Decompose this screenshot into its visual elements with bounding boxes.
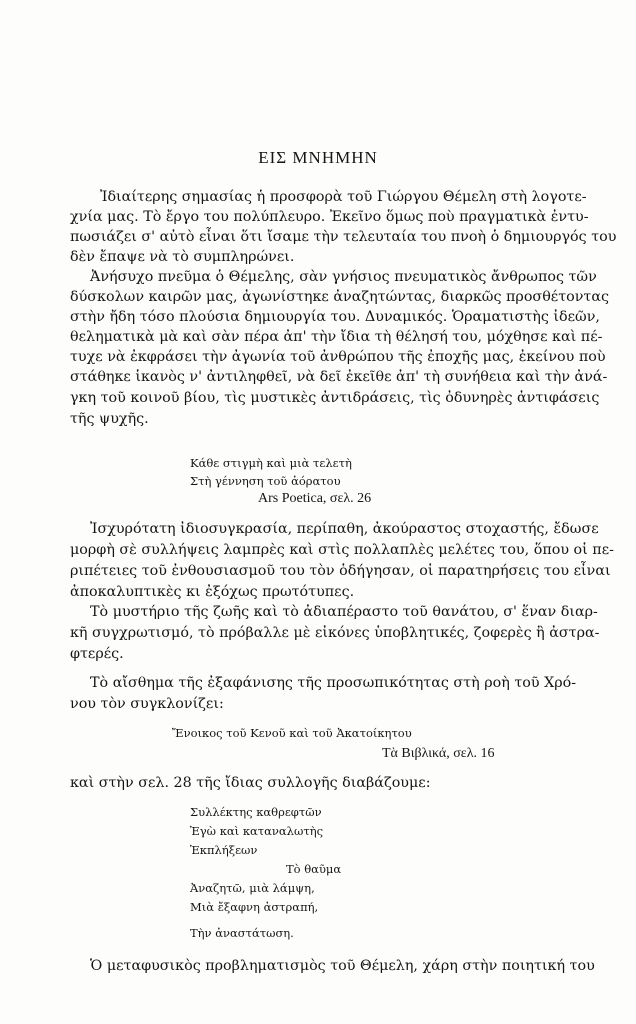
quote-1-line: Στὴ γέννηση τοῦ ἀόρατου [190, 474, 341, 488]
paragraph-5-line: Τὸ αἴσθημα τῆς ἐξαφάνισης τῆς προσωπικότητας στὴ ροὴ τοῦ Χρό- [90, 675, 577, 691]
paragraph-1-line: πωσιάζει σ' αὐτὸ εἶναι ὅτι ἴσαμε τὴν τελευταία του πνοὴ ὁ δημιουργός του [70, 229, 617, 245]
page-title: ΕΙΣ ΜΝΗΜΗΝ [258, 148, 378, 167]
poem-line: Ἐκπλήξεων [190, 843, 258, 857]
poem-line: Ἀναζητῶ, μιὰ λάμψη, [190, 881, 315, 895]
paragraph-2-line: στάθηκε ἱκανὸς ν' ἀντιληφθεῖ, νὰ δεῖ ἐκεῖθε ἀπ' τὴ συνήθεια καὶ τὴν ἀνά- [70, 369, 608, 385]
paragraph-7: Ὁ μεταφυσικὸς προβληματισμὸς τοῦ Θέμελη, χάρη στὴν ποιητική του [90, 958, 595, 974]
quote-2-source: Τὰ Βιβλικά, σελ. 16 [382, 746, 495, 761]
quote-1-source: Ars Poetica, σελ. 26 [258, 491, 372, 506]
paragraph-5-line: νου τὸν συγκλονίζει: [70, 696, 224, 712]
paragraph-3-line: ριπέτειες τοῦ ἐνθουσιασμοῦ του τὸν ὁδήγησαν, οἱ παρατηρήσεις του εἶναι [70, 563, 611, 579]
paragraph-2-line: γκη τοῦ κοινοῦ βίου, τὶς μυστικὲς ἀντιδράσεις, τὶς ὀδυνηρὲς ἀντιφάσεις [70, 390, 600, 406]
poem-line: Τὴν ἀναστάτωση. [190, 926, 294, 940]
poem-line: Μιὰ ἔξαφνη ἀστραπή, [190, 900, 319, 914]
paragraph-2-line: στὴν ἤδη τόσο πλούσια δημιουργία του. Δυναμικός. Ὁραματιστὴς ἰδεῶν, [70, 309, 600, 325]
paragraph-3-line: μορφὴ σὲ συλλήψεις λαμπρὲς καὶ στὶς πολλαπλὲς μελέτες του, ὅπου οἱ πε- [70, 542, 614, 558]
paragraph-1-line: χνία μας. Τὸ ἔργο του πολύπλευρο. Ἐκεῖνο ὅμως ποὺ πραγματικὰ ἐντυ- [70, 209, 589, 225]
paragraph-2-line: δύσκολων καιρῶν μας, ἀγωνίστηκε ἀναζητώντας, διαρκῶς προσθέτοντας [70, 289, 609, 305]
paragraph-2-line: τῆς ψυχῆς. [70, 411, 149, 427]
poem-line: Ἐγὼ καὶ καταναλωτὴς [190, 824, 324, 838]
paragraph-4-line: φτερές. [70, 646, 124, 662]
poem-line: Τὸ θαῦμα [286, 862, 342, 876]
poem-line: Συλλέκτης καθρεφτῶν [190, 805, 322, 819]
paragraph-2-line: τυχε νὰ ἐκφράσει τὴν ἀγωνία τοῦ ἀνθρώπου τῆς ἐποχῆς μας, ἐκείνου ποὺ [70, 349, 606, 365]
paragraph-4-line: Τὸ μυστήριο τῆς ζωῆς καὶ τὸ ἀδιαπέραστο τοῦ θανάτου, σ' ἕναν διαρ- [90, 604, 598, 620]
quote-2-line: Ἔνοικος τοῦ Κενοῦ καὶ τοῦ Ἀκατοίκητου [172, 726, 412, 740]
paragraph-1-line: Ἰδιαίτερης σημασίας ἡ προσφορὰ τοῦ Γιώργου Θέμελη στὴ λογοτε- [100, 189, 587, 205]
paragraph-3-line: ἀποκαλυπτικὲς κι ἐξόχως πρωτότυπες. [70, 584, 355, 600]
paragraph-6: καὶ στὴν σελ. 28 τῆς ἴδιας συλλογῆς διαβάζουμε: [70, 775, 431, 791]
paragraph-4-line: κῆ συγχρωτισμό, τὸ πρόβαλλε μὲ εἰκόνες ὑποβλητικές, ζοφερὲς ἢ ἀστρα- [70, 625, 600, 641]
paragraph-2-line: θεληματικὰ μὰ καὶ σὰν πέρα ἀπ' τὴν ἴδια τὴ θέλησή του, μόχθησε καὶ πέ- [70, 329, 603, 345]
paragraph-2-line: Ἀνήσυχο πνεῦμα ὁ Θέμελης, σὰν γνήσιος πνευματικὸς ἄνθρωπος τῶν [90, 269, 597, 285]
paragraph-3-line: Ἰσχυρότατη ἰδιοσυγκρασία, περίπαθη, ἀκούραστος στοχαστής, ἔδωσε [90, 521, 599, 537]
quote-1-line: Κάθε στιγμὴ καὶ μιὰ τελετὴ [190, 456, 352, 470]
paragraph-1-line: δὲν ἔπαψε νὰ τὸ συμπληρώνει. [70, 249, 295, 265]
